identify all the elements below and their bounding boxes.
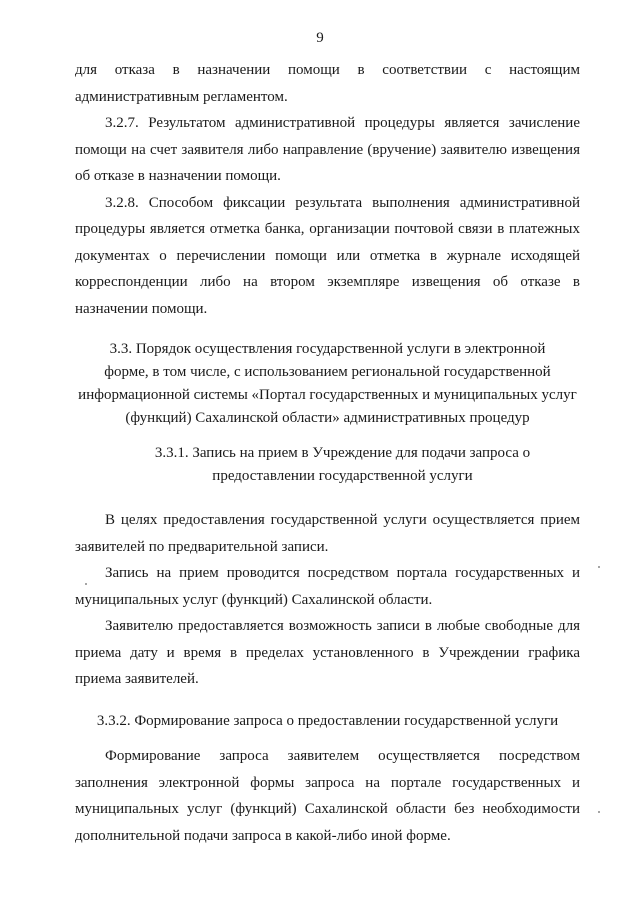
heading-3-3-2-line: 3.3.2. Формирование запроса о предоставлении государственной услуги — [96, 713, 559, 729]
heading-3-3-line: форме, в том числе, с использованием региональной государственной — [104, 364, 551, 380]
heading-3-3-1-line: 3.3.1. Запись на прием в Учреждение для подачи запроса о — [154, 445, 531, 461]
scan-speck — [598, 566, 600, 568]
heading-3-3-line: (функций) Сахалинской области» административных процедур — [125, 410, 530, 426]
paragraph-request-forming: Формирование запроса заявителем осуществляется посредством заполнения электронной формы запроса на портале государственных и муниципальных услуг (функций) Сахалинской области без необходимости дополнительной подачи запроса в какой-либо иной форме. — [75, 748, 580, 844]
paragraph-continuation: для отказа в назначении помощи в соответствии с настоящим административным регламентом. — [75, 62, 580, 105]
heading-3-3 — [75, 338, 580, 430]
section-3-3-1-block — [75, 507, 580, 693]
heading-3-3-1-line: предоставлении государственной услуги — [212, 468, 473, 484]
heading-3-3-1 — [105, 442, 580, 488]
paragraph-3-2-7: 3.2.7. Результатом административной процедуры является зачисление помощи на счет заявителя либо направление (вручение) заявителю извещения об отказе в назначении помощи. — [75, 115, 580, 184]
paragraph-appointment-purpose: В целях предоставления государственной услуги осуществляется прием заявителей по предварительной записи. — [75, 512, 580, 555]
section-3-2-block — [75, 57, 580, 322]
heading-3-3-line: 3.3. Порядок осуществления государственной услуги в электронной — [109, 341, 546, 357]
paragraph-3-2-8: 3.2.8. Способом фиксации результата выполнения административной процедуры является отметка банка, организации почтовой связи в платежных документах о перечислении помощи или отметка в журнале исходящей корреспонденции либо на втором экземпляре извещения об отказе в назначении помощи. — [75, 194, 580, 317]
scan-speck — [85, 583, 87, 585]
heading-3-3-line: информационной системы «Портал государственных и муниципальных услуг — [78, 387, 577, 403]
section-3-3-2-block — [75, 743, 580, 849]
page-number: 9 — [316, 30, 324, 46]
paragraph-appointment-time: Заявителю предоставляется возможность записи в любые свободные для приема дату и время в пределах установленного в Учреждении графика приема заявителей. — [75, 618, 580, 687]
paragraph-appointment-portal: Запись на прием проводится посредством портала государственных и муниципальных услуг (функций) Сахалинской области. — [75, 565, 580, 608]
heading-3-3-2 — [75, 710, 580, 733]
scan-speck — [598, 811, 600, 813]
